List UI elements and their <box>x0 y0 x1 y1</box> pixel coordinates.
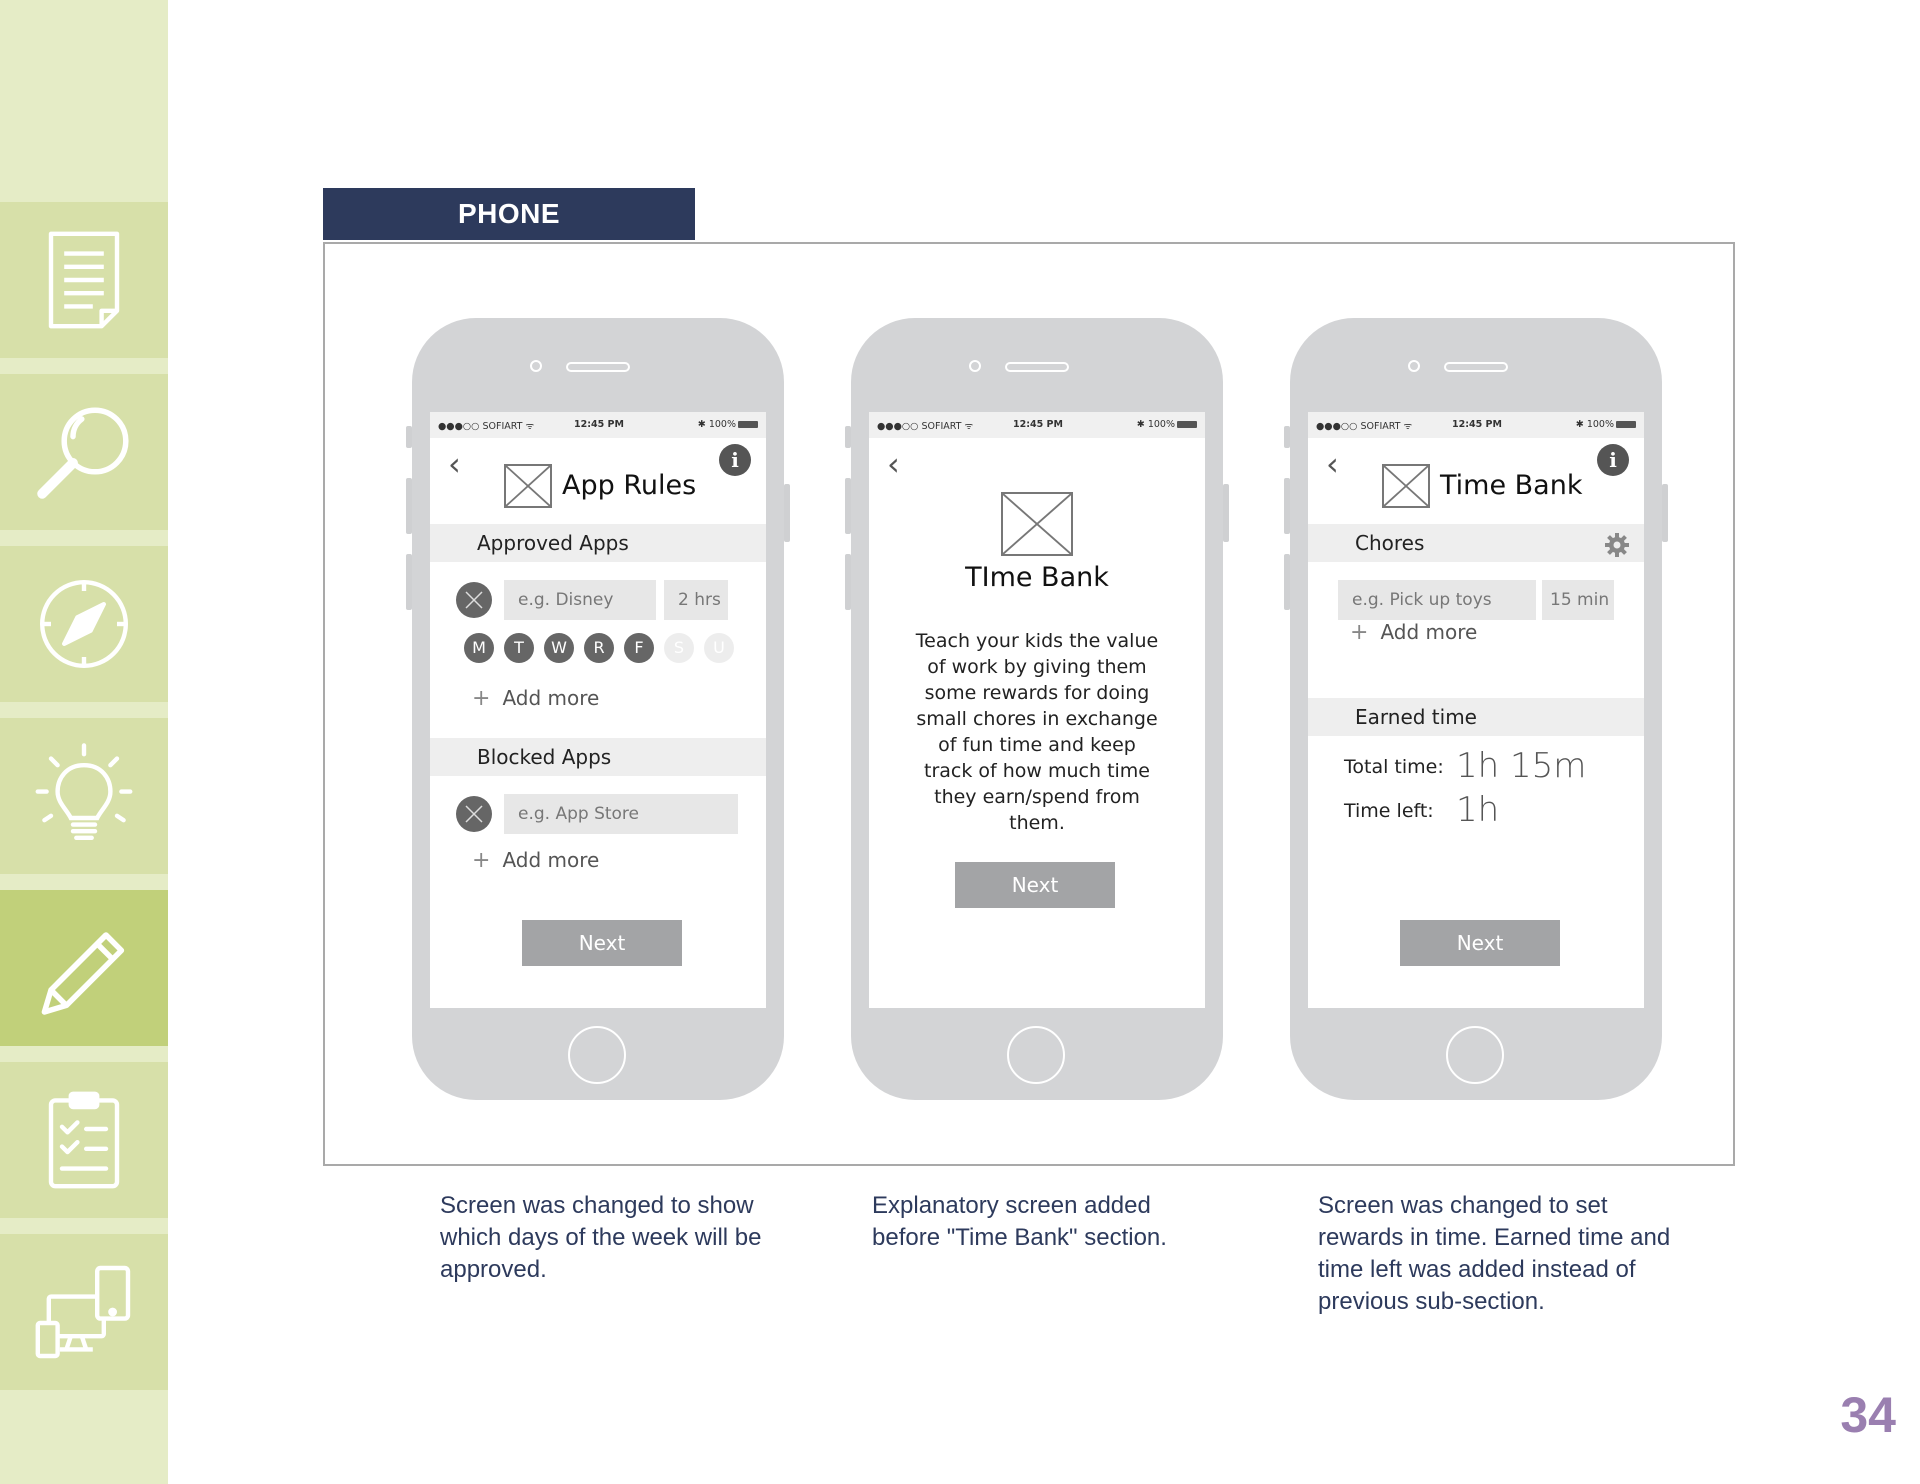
home-button[interactable] <box>568 1026 626 1084</box>
sidebar-item-search[interactable] <box>0 374 168 530</box>
lightbulb-icon <box>29 741 139 851</box>
day-toggle-wednesday[interactable]: W <box>544 633 574 663</box>
battery-icon <box>1616 421 1636 428</box>
minutes-input[interactable]: 15 min <box>1542 580 1614 620</box>
next-button[interactable]: Next <box>955 862 1115 908</box>
image-placeholder-icon <box>1382 464 1430 508</box>
sidebar-item-checklist[interactable] <box>0 1062 168 1218</box>
section-tab: PHONE <box>323 188 695 240</box>
sidebar-item-devices[interactable] <box>0 1234 168 1390</box>
phone-button <box>784 484 790 542</box>
remove-icon[interactable] <box>456 796 492 832</box>
status-battery <box>1137 419 1197 430</box>
plus-icon: + <box>472 848 491 873</box>
pencil-icon <box>29 913 139 1023</box>
intro-description: Teach your kids the value of work by giving them some rewards for doing small chores in exchange of fun time and keep track of how much time they earn/spend from them. <box>915 630 1159 834</box>
add-more-chore-button[interactable] <box>1350 620 1477 645</box>
status-battery-label: ✱ 100% <box>697 419 736 430</box>
status-bar <box>430 412 766 438</box>
sidebar <box>0 0 168 1484</box>
speaker <box>1005 362 1069 372</box>
next-button[interactable]: Next <box>1400 920 1560 966</box>
document-icon <box>29 225 139 335</box>
screen-time-bank <box>1308 412 1644 1008</box>
status-bar <box>1308 412 1644 438</box>
camera <box>969 360 981 372</box>
sidebar-item-pencil[interactable] <box>0 890 168 1046</box>
back-chevron-icon[interactable]: ‹ <box>1326 445 1339 483</box>
phone-button <box>1223 484 1229 542</box>
next-button[interactable]: Next <box>522 920 682 966</box>
caption-time-bank-intro: Explanatory screen added before "Time Bank" section. <box>872 1192 1167 1251</box>
home-button[interactable] <box>1007 1026 1065 1084</box>
plus-icon: + <box>1350 620 1369 645</box>
add-more-blocked-button[interactable] <box>472 848 599 873</box>
add-more-label: Add more <box>1380 620 1478 644</box>
status-time: 12:45 PM <box>1452 419 1502 430</box>
day-toggle-tuesday[interactable]: T <box>504 633 534 663</box>
phone-button <box>1284 426 1290 448</box>
image-placeholder-icon <box>504 464 552 508</box>
earned-time-header: Earned time <box>1308 698 1644 736</box>
speaker <box>566 362 630 372</box>
camera <box>1408 360 1420 372</box>
page-number: 34 <box>1840 1387 1896 1443</box>
app-name-input[interactable]: e.g. Disney <box>504 580 656 620</box>
day-toggle-saturday[interactable]: S <box>664 633 694 663</box>
phone-button <box>406 554 412 610</box>
screen-title: App Rules <box>562 470 697 501</box>
home-button[interactable] <box>1446 1026 1504 1084</box>
add-more-label: Add more <box>502 848 600 872</box>
status-carrier: ●●●○○ SOFIART ᯤ <box>877 421 974 432</box>
day-toggle-friday[interactable]: F <box>624 633 654 663</box>
sidebar-item-document[interactable] <box>0 202 168 358</box>
status-carrier: ●●●○○ SOFIART ᯤ <box>1316 421 1413 432</box>
phone-time-bank <box>1290 318 1662 1100</box>
info-icon[interactable]: i <box>1597 444 1629 476</box>
status-battery <box>1576 419 1636 430</box>
phone-button <box>1284 478 1290 534</box>
phone-button <box>845 478 851 534</box>
plus-icon: + <box>472 686 491 711</box>
phone-button <box>845 554 851 610</box>
day-toggle-monday[interactable]: M <box>464 633 494 663</box>
screen-title: Time Bank <box>1440 470 1583 501</box>
status-bar <box>869 412 1205 438</box>
status-time: 12:45 PM <box>1013 419 1063 430</box>
add-more-label: Add more <box>502 686 600 710</box>
phone-app-rules <box>412 318 784 1100</box>
total-time-value: 1h 15m <box>1456 746 1587 786</box>
speaker <box>1444 362 1508 372</box>
devices-icon <box>29 1257 139 1367</box>
back-chevron-icon[interactable]: ‹ <box>887 445 900 483</box>
blocked-app-input[interactable]: e.g. App Store <box>504 794 738 834</box>
phone-button <box>845 426 851 448</box>
info-icon[interactable]: i <box>719 444 751 476</box>
compass-icon <box>29 569 139 679</box>
time-left-label: Time left: <box>1344 800 1434 822</box>
image-placeholder-icon <box>1001 492 1073 556</box>
chore-input[interactable]: e.g. Pick up toys <box>1338 580 1536 620</box>
remove-icon[interactable] <box>456 582 492 618</box>
battery-icon <box>738 421 758 428</box>
hours-input[interactable]: 2 hrs <box>664 580 728 620</box>
day-toggle-sunday[interactable]: U <box>704 633 734 663</box>
battery-icon <box>1177 421 1197 428</box>
add-more-approved-button[interactable] <box>472 686 599 711</box>
total-time-label: Total time: <box>1344 756 1444 778</box>
phone-time-bank-intro <box>851 318 1223 1100</box>
camera <box>530 360 542 372</box>
status-time: 12:45 PM <box>574 419 624 430</box>
chores-header: Chores <box>1308 524 1644 562</box>
time-left-value: 1h <box>1456 790 1500 830</box>
gear-icon[interactable] <box>1604 532 1630 558</box>
sidebar-item-compass[interactable] <box>0 546 168 702</box>
status-battery-label: ✱ 100% <box>1136 419 1175 430</box>
sidebar-item-ideas[interactable] <box>0 718 168 874</box>
phone-button <box>406 478 412 534</box>
back-chevron-icon[interactable]: ‹ <box>448 445 461 483</box>
phone-button <box>1662 484 1668 542</box>
blocked-apps-header: Blocked Apps <box>430 738 766 776</box>
caption-time-bank: Screen was changed to set rewards in time. Earned time and time left was added instead of previous sub-section. <box>1318 1192 1671 1315</box>
checklist-icon <box>29 1085 139 1195</box>
screen-time-bank-intro <box>869 412 1205 1008</box>
screen-app-rules <box>430 412 766 1008</box>
status-carrier: ●●●○○ SOFIART ᯤ <box>438 421 535 432</box>
phone-button <box>406 426 412 448</box>
status-battery-label: ✱ 100% <box>1575 419 1614 430</box>
magnifier-icon <box>29 397 139 507</box>
caption-app-rules: Screen was changed to show which days of the week will be approved. <box>440 1192 762 1283</box>
status-battery <box>698 419 758 430</box>
approved-apps-header: Approved Apps <box>430 524 766 562</box>
day-toggle-thursday[interactable]: R <box>584 633 614 663</box>
phone-button <box>1284 554 1290 610</box>
screen-title: TIme Bank <box>965 562 1109 593</box>
